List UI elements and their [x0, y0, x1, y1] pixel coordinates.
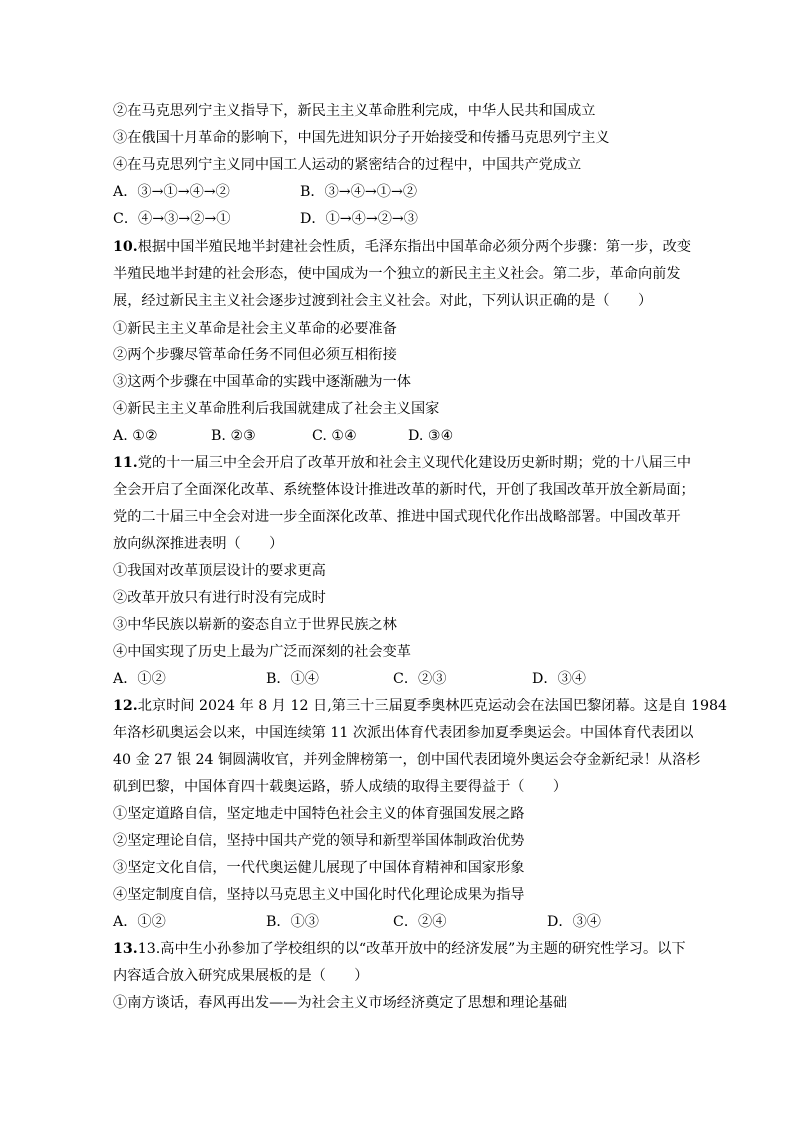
- q12-item-4: ④坚定制度自信，坚持以马克思主义中国化时代化理论成果为指导: [113, 887, 525, 903]
- q10-option-b: B. ②③: [211, 428, 256, 444]
- q10-options-row: [113, 423, 693, 449]
- q10-item-3: ③这两个步骤在中国革命的实践中逐渐融为一体: [113, 374, 411, 390]
- q11-option-c: C．②③: [393, 671, 447, 687]
- q10-item-4: ④新民主主义革命胜利后我国就建成了社会主义国家: [113, 401, 440, 417]
- q11-options-row: [113, 666, 693, 692]
- q10-stem-line-2: 半殖民地半封建的社会形态，使中国成为一个独立的新民主主义社会。第二步，革命向前发: [113, 266, 681, 282]
- q10-item-2: ②两个步骤尽管革命任务不同但必须互相衔接: [113, 347, 397, 363]
- q12-stem-line-1: [113, 693, 727, 719]
- q9-item-2: ②在马克思列宁主义指导下，新民主主义革命胜利完成，中华人民共和国成立: [113, 103, 596, 119]
- q13-stem-text-1: 13.高中生小孙参加了学校组织的以“改革开放中的经济发展”为主题的研究性学习。以下: [137, 941, 686, 957]
- q11-option-d: D．③④: [532, 671, 586, 687]
- q12-option-c: C．②④: [393, 914, 447, 930]
- q10-option-d: D. ③④: [408, 428, 454, 444]
- q11-stem-line-1: [113, 450, 691, 476]
- q10-stem-line-1: [113, 234, 691, 260]
- q12-item-1: ①坚定道路自信，坚定地走中国特色社会主义的体育强国发展之路: [113, 806, 525, 822]
- q11-stem-text-1: 党的十一届三中全会开启了改革开放和社会主义现代化建设历史新时期；党的十八届三中: [137, 455, 692, 471]
- q9-option-c: C．④→③→②→①: [113, 211, 231, 227]
- q10-option-c: C. ①④: [312, 428, 357, 444]
- q10-number: 10.: [113, 239, 138, 255]
- q11-number: 11.: [113, 455, 138, 471]
- q12-stem-line-3: 40 金 27 银 24 铜圆满收官，并列金牌榜第一，创中国代表团境外奥运会夺金新纪录！从洛杉: [113, 752, 701, 768]
- q11-item-4: ④中国实现了历史上最为广泛而深刻的社会变革: [113, 644, 411, 660]
- q13-stem-line-1: [113, 936, 686, 962]
- q11-option-a: A．①②: [113, 671, 166, 687]
- q11-item-1: ①我国对改革顶层设计的要求更高: [113, 563, 326, 579]
- q12-number: 12.: [113, 698, 138, 714]
- q13-item-1: ①南方谈话，春风再出发——为社会主义市场经济奠定了思想和理论基础: [113, 995, 568, 1011]
- q9-options-row-1: [113, 179, 693, 205]
- q12-stem-line-4: 矶到巴黎，中国体育四十载奥运路，骄人成绩的取得主要得益于（ ）: [113, 779, 568, 795]
- q10-option-a: A. ①②: [113, 428, 158, 444]
- q10-stem-text-1: 根据中国半殖民地半封建社会性质，毛泽东指出中国革命必须分两个步骤：第一步，改变: [137, 239, 692, 255]
- q11-item-3: ③中华民族以崭新的姿态自立于世界民族之林: [113, 617, 397, 633]
- q11-item-2: ②改革开放只有进行时没有完成时: [113, 590, 326, 606]
- q12-option-d: D．③④: [547, 914, 601, 930]
- q12-item-2: ②坚定理论自信，坚持中国共产党的领导和新型举国体制政治优势: [113, 833, 525, 849]
- q11-stem-line-3: 党的二十届三中全会对进一步全面深化改革、推进中国式现代化作出战略部署。中国改革开: [113, 509, 681, 525]
- q11-stem-line-4: 放向纵深推进表明（ ）: [113, 536, 284, 552]
- q9-option-b: B．③→④→①→②: [300, 184, 418, 200]
- q9-options-row-2: [113, 206, 693, 232]
- q10-item-1: ①新民主主义革命是社会主义革命的必要准备: [113, 321, 397, 337]
- q12-stem-text-1: 北京时间 2024 年 8 月 12 日,第三十三届夏季奥林匹克运动会在法国巴黎闭幕。这是自 1984: [137, 698, 728, 714]
- q12-item-3: ③坚定文化自信，一代代奥运健儿展现了中国体育精神和国家形象: [113, 860, 525, 876]
- q9-item-4: ④在马克思列宁主义同中国工人运动的紧密结合的过程中，中国共产党成立: [113, 157, 582, 173]
- q12-option-a: A．①②: [113, 914, 166, 930]
- q11-stem-line-2: 全会开启了全面深化改革、系统整体设计推进改革的新时代，开创了我国改革开放全新局面；: [113, 482, 695, 498]
- q10-stem-line-3: 展，经过新民主主义社会逐步过渡到社会主义社会。对此，下列认识正确的是（ ）: [113, 293, 653, 309]
- q13-number: 13.: [113, 941, 138, 957]
- q9-option-a: A．③→①→④→②: [113, 184, 230, 200]
- q12-stem-line-2: 年洛杉矶奥运会以来，中国连续第 11 次派出体育代表团参加夏季奥运会。中国体育代表团以: [113, 725, 694, 741]
- q9-option-d: D．①→④→②→③: [300, 211, 418, 227]
- q13-stem-line-2: 内容适合放入研究成果展板的是（ ）: [113, 968, 369, 984]
- q12-option-b: B．①③: [266, 914, 319, 930]
- q12-options-row: [113, 909, 693, 935]
- q9-item-3: ③在俄国十月革命的影响下，中国先进知识分子开始接受和传播马克思列宁主义: [113, 130, 610, 146]
- q11-option-b: B．①④: [266, 671, 319, 687]
